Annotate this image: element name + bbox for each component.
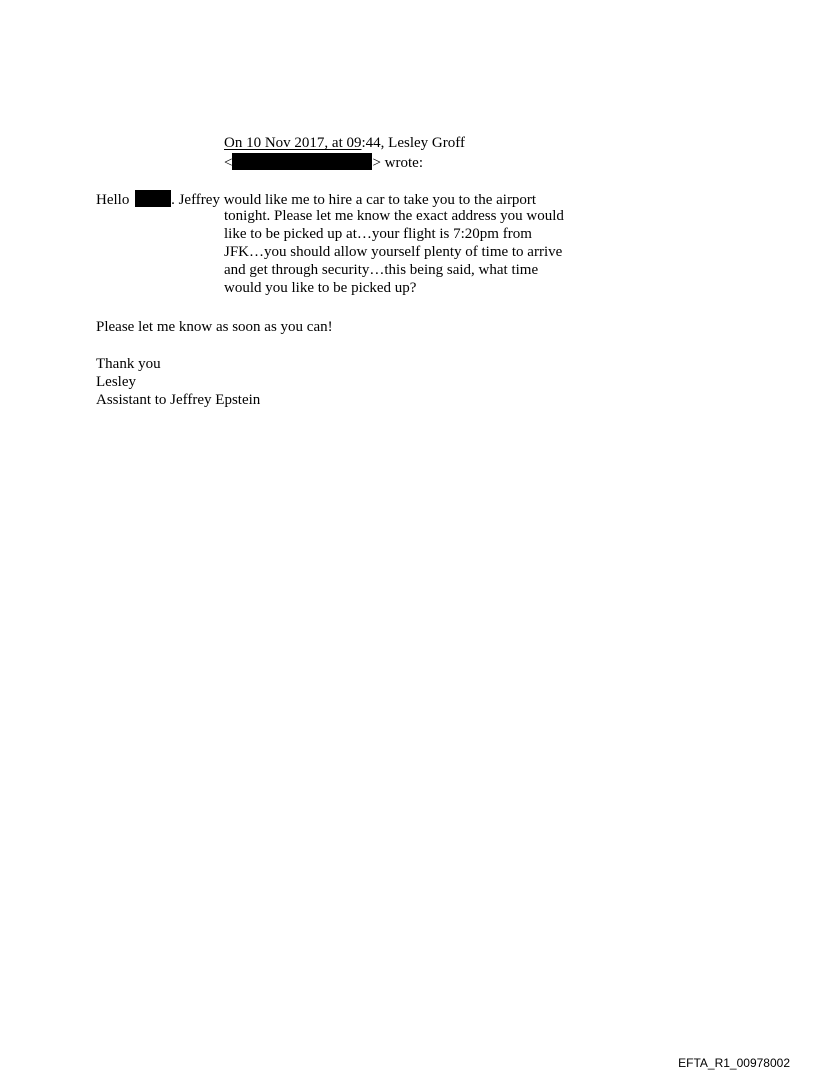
signature-name: Lesley — [96, 374, 136, 390]
greeting-continuation — [224, 208, 624, 308]
signature-title: Assistant to Jeffrey Epstein — [96, 392, 261, 408]
redacted-recipient-name — [135, 190, 171, 207]
body-line: and get through security…this being said, what time — [224, 262, 539, 278]
request-line: Please let me know as soon as you can! — [96, 319, 333, 335]
body-line: like to be picked up at…your flight is 7:20pm from — [224, 226, 532, 242]
body-line: JFK…you should allow yourself plenty of time to arrive — [224, 244, 563, 260]
greeting-first-line: . Jeffrey would like me to hire a car to take you to the airport — [171, 192, 537, 208]
greeting-line — [96, 190, 536, 209]
signature-closing: Thank you — [96, 356, 161, 372]
redacted-email-address — [232, 153, 372, 170]
wrote-label: > wrote: — [372, 155, 423, 171]
greeting-hello: Hello — [96, 192, 130, 208]
body-line: tonight. Please let me know the exact address you would — [224, 208, 564, 224]
attribution-line-1 — [224, 135, 465, 152]
bates-number: EFTA_R1_00978002 — [678, 1056, 790, 1070]
email-open-bracket: < — [224, 155, 233, 171]
attribution-sender: :44, Lesley Groff — [361, 135, 465, 151]
attribution-line-2 — [224, 153, 423, 172]
body-line: would you like to be picked up? — [224, 280, 417, 296]
attribution-date: On 10 Nov 2017, at 09 — [224, 135, 362, 151]
